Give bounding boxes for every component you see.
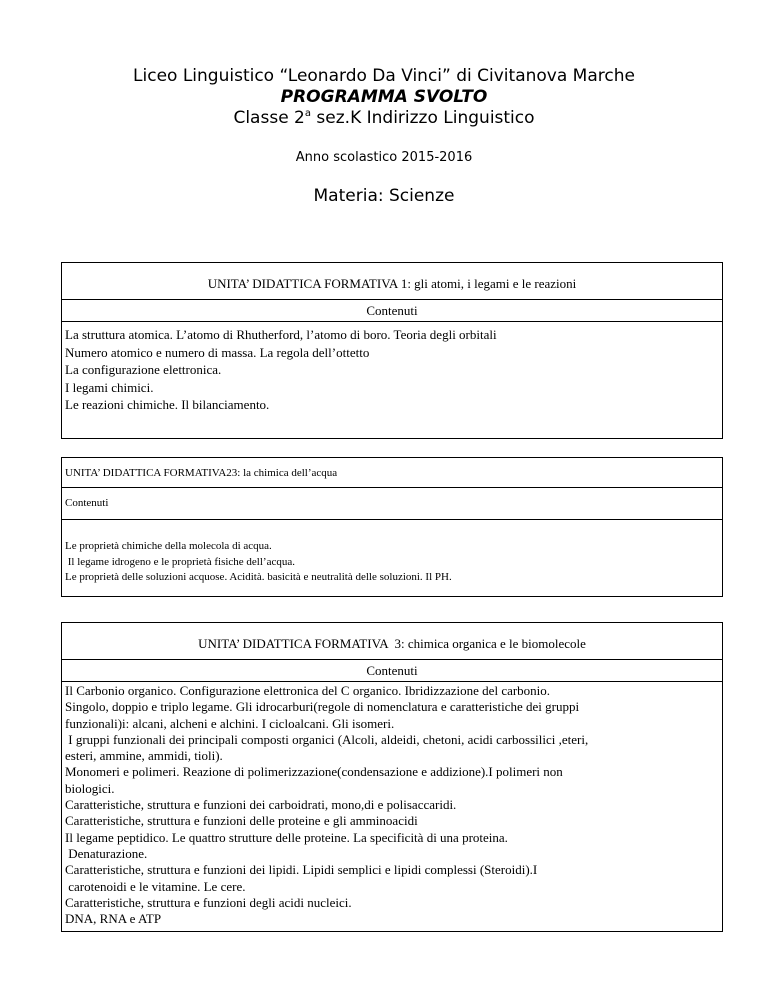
class-details: sez.K Indirizzo Linguistico bbox=[311, 108, 535, 128]
unit-2-contents bbox=[62, 520, 722, 586]
unit-2-table bbox=[61, 457, 723, 597]
unit-3-title: UNITA’ DIDATTICA FORMATIVA 3: chimica organica e le biomolecole bbox=[198, 636, 586, 651]
unit-3-title-row bbox=[62, 623, 722, 660]
content-line: funzionali)i: alcani, alcheni e alchini. I cicloalcani. Gli isomeri. bbox=[65, 715, 395, 731]
programma-title: PROGRAMMA SVOLTO bbox=[280, 87, 488, 107]
unit-1-title: UNITA’ DIDATTICA FORMATIVA 1: gli atomi, i legami e le reazioni bbox=[207, 276, 577, 291]
subject-title: Materia: Scienze bbox=[313, 186, 455, 206]
content-line: Singolo, doppio e triplo legame. Gli idrocarburi(regole di nomenclatura e caratteristiche dei gruppi bbox=[65, 699, 580, 715]
class-superscript: a bbox=[304, 108, 312, 119]
content-line: Monomeri e polimeri. Reazione di polimerizzazione(condensazione e addizione).I polimeri non bbox=[65, 764, 563, 780]
school-year: Anno scolastico 2015-2016 bbox=[295, 150, 473, 165]
content-line: esteri, ammine, ammidi, tioli). bbox=[65, 748, 223, 764]
unit-3-contents-label: Contenuti bbox=[366, 663, 418, 678]
content-line: Il legame peptidico. Le quattro strutture delle proteine. La specificità di una proteina. bbox=[65, 829, 508, 845]
content-line: Caratteristiche, struttura e funzioni dei lipidi. Lipidi semplici e lipidi complessi (Steroidi).I bbox=[65, 862, 538, 878]
content-line: biologici. bbox=[65, 780, 115, 796]
unit-1-title-row bbox=[62, 263, 722, 300]
unit-3-contents-row bbox=[62, 660, 722, 682]
content-line: carotenoidi e le vitamine. Le cere. bbox=[65, 878, 246, 894]
school-name: Liceo Linguistico “Leonardo Da Vinci” di Civitanova Marche bbox=[133, 66, 635, 86]
content-line: Numero atomico e numero di massa. La regola dell’ottetto bbox=[65, 344, 370, 360]
content-line: Denaturazione. bbox=[65, 845, 148, 861]
content-line: La configurazione elettronica. bbox=[65, 362, 222, 377]
content-line: La struttura atomica. L’atomo di Rhutherford, l’atomo di boro. Teoria degli orbitali bbox=[65, 327, 497, 342]
unit-1-contents-label: Contenuti bbox=[366, 303, 418, 318]
class-line bbox=[0, 108, 768, 128]
content-line: Caratteristiche, struttura e funzioni delle proteine e gli amminoacidi bbox=[65, 813, 418, 829]
content-line: I legami chimici. bbox=[65, 379, 154, 395]
class-label: Classe 2 bbox=[233, 108, 305, 128]
unit-1-contents-row bbox=[62, 300, 722, 322]
unit-1-table bbox=[61, 262, 723, 439]
unit-2-contents-label: Contenuti bbox=[65, 497, 109, 509]
unit-3-table bbox=[61, 622, 723, 932]
unit-2-title-row bbox=[62, 458, 722, 488]
content-line: DNA, RNA e ATP bbox=[65, 911, 162, 927]
content-line: Le reazioni chimiche. Il bilanciamento. bbox=[65, 397, 270, 412]
content-line: Il legame idrogeno e le proprietà fisiche dell’acqua. bbox=[65, 555, 295, 568]
unit-3-contents bbox=[62, 682, 722, 927]
content-line: Le proprietà delle soluzioni acquose. Acidità. basicità e neutralità delle soluzioni. Il PH. bbox=[65, 571, 452, 583]
unit-1-contents bbox=[62, 322, 722, 414]
content-line: I gruppi funzionali dei principali composti organici (Alcoli, aldeidi, chetoni, acidi carbossilici ,eteri, bbox=[65, 731, 589, 747]
content-line: Caratteristiche, struttura e funzioni dei carboidrati, mono,di e polisaccaridi. bbox=[65, 797, 457, 813]
content-line: Caratteristiche, struttura e funzioni degli acidi nucleici. bbox=[65, 894, 352, 910]
unit-2-contents-row bbox=[62, 488, 722, 520]
content-line: Le proprietà chimiche della molecola di acqua. bbox=[65, 540, 272, 552]
content-line: Il Carbonio organico. Configurazione elettronica del C organico. Ibridizzazione del carbonio. bbox=[65, 683, 551, 698]
unit-2-title: UNITA’ DIDATTICA FORMATIVA23: la chimica dell’acqua bbox=[65, 467, 338, 479]
